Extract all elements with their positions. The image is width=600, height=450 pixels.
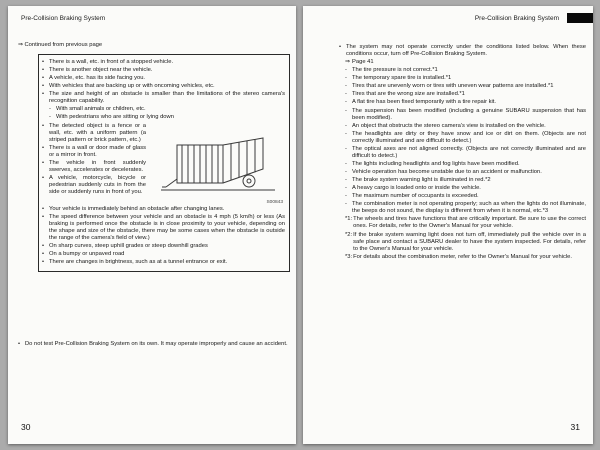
list-text: There is a wall or door made of glass or a mirror in front. [49, 144, 146, 158]
list-text: The detected object is a fence or a wall, etc. with a uniform pattern (a striped pattern or brick pattern, etc.) [49, 122, 146, 143]
list-marker: - [345, 99, 347, 106]
list-text: The temporary spare tire is installed.*1 [352, 75, 452, 82]
list-item [345, 67, 586, 74]
list-marker: • [42, 205, 45, 212]
list-text: With pedestrians who are sitting or lying down [56, 114, 174, 121]
list-item [18, 341, 290, 348]
list-item [345, 108, 586, 122]
list-item [49, 114, 285, 121]
list-item [42, 83, 285, 90]
list-text: On sharp curves, steep uphill grades or steep downhill grades [49, 242, 208, 249]
text-figure-row [42, 123, 285, 205]
footnotes-list [345, 216, 586, 260]
running-header-left: Pre-Collision Braking System [21, 15, 106, 22]
list-marker: - [345, 145, 347, 152]
list-item [345, 232, 586, 253]
list-text: There is another object near the vehicle. [49, 67, 153, 74]
list-text: With vehicles that are backing up or with oncoming vehicles, etc. [49, 83, 215, 90]
continued-note: ⇒ Continued from previous page [18, 42, 103, 48]
list-text: Do not test Pre-Collision Braking System on its own. It may operate improperly and cause an accident. [25, 341, 288, 347]
list-text: The headlights are dirty or they have snow and ice or dirt on them. (Objects are not correctly illuminated and are difficult to detect.) [352, 130, 586, 144]
list-text: A heavy cargo is loaded onto or inside the vehicle. [352, 185, 481, 192]
list-marker: • [42, 67, 45, 74]
list-marker: - [345, 107, 347, 114]
list-item [345, 161, 586, 168]
list-marker: - [345, 185, 347, 192]
list-text: The size and height of an obstacle is smaller than the limitations of the stereo camera's recognition capability. [49, 91, 285, 105]
list-item [345, 177, 586, 184]
list-item [345, 193, 586, 200]
list-item [345, 59, 586, 66]
page-number-right: 31 [570, 422, 580, 432]
list-text: The suspension has been modified (including a genuine SUBARU suspension that has been modified). [352, 107, 586, 121]
list-marker: • [42, 59, 45, 65]
list-text: The speed difference between your vehicle and an obstacle is 4 mph (5 km/h) or less (As braking is performed once the obstacle is in close proximity to your vehicle, depending on the shape and size of the obstacle, there may be some cases when the obstacle is outside the range of the camera's field of view.) [49, 213, 285, 241]
list-text: There are changes in brightness, such as at a tunnel entrance or exit. [49, 258, 228, 265]
list-marker: - [345, 67, 347, 74]
intro-bullet [339, 44, 586, 58]
list-marker: - [345, 177, 347, 184]
list-text: Page 41 [352, 59, 374, 66]
list-item [345, 123, 586, 130]
list-text: The system may not operate correctly under the conditions listed below. When these conditions occur, turn off Pre-Collision Braking System. [346, 44, 586, 58]
list-item [345, 131, 586, 145]
list-marker: - [345, 83, 347, 90]
list-text: The lights including headlights and fog lights have been modified. [352, 160, 520, 167]
list-item [345, 99, 586, 106]
list-item [42, 206, 285, 213]
list-marker: • [42, 250, 45, 257]
list-text: A flat tire has been fixed temporarily with a tire repair kit. [352, 99, 497, 106]
list-marker: • [42, 159, 45, 166]
list-item [345, 201, 586, 215]
list-text: The optical axes are not aligned correctly. (Objects are not correctly illuminated and are difficult to detect.) [352, 145, 586, 159]
list-marker: *3: [345, 253, 353, 260]
trailer-line-art [159, 127, 277, 199]
list-text: For details about the combination meter, refer to the Owner's Manual for your vehicle. [353, 253, 573, 260]
list-marker: • [42, 144, 45, 151]
list-text: The maximum number of occupants is exceeded. [352, 193, 479, 200]
list-marker: - [345, 91, 347, 98]
list-text: With small animals or children, etc. [56, 106, 146, 113]
list-marker: - [345, 160, 347, 167]
list-text: A vehicle, etc. has its side facing you. [49, 75, 146, 82]
conditions-list-bottom [42, 206, 285, 267]
list-text: If the brake system warning light does not turn off, immediately pull the vehicle over in a safe place and contact a SUBARU dealer to have the system inspected. For details, refer to the Owner's Manual for your vehicle. [353, 231, 586, 252]
list-item [345, 146, 586, 160]
list-item [345, 216, 586, 230]
right-page-content [339, 44, 586, 262]
list-item [42, 160, 146, 174]
list-item [49, 106, 285, 113]
list-text: A vehicle, motorcycle, bicycle or pedestrian suddenly cuts in from the side or suddenly runs in front of you. [49, 174, 146, 196]
list-item [42, 251, 285, 258]
list-marker: *1: [345, 216, 353, 223]
page-right [303, 6, 593, 444]
list-item [42, 175, 146, 196]
list-marker: • [42, 91, 45, 98]
list-item [345, 185, 586, 192]
list-marker: - [345, 130, 347, 137]
list-marker: • [42, 213, 45, 220]
list-marker: - [345, 75, 347, 82]
list-text: The brake system warning light is illuminated in red.*2 [352, 177, 491, 184]
list-text: On a bumpy or unpaved road [49, 250, 125, 257]
list-marker: *2: [345, 231, 353, 238]
list-marker: • [339, 44, 342, 50]
list-text: Your vehicle is immediately behind an obstacle after changing lanes. [49, 205, 225, 212]
list-text: An object that obstructs the stereo camera's view is installed on the vehicle. [352, 122, 546, 129]
list-item [339, 44, 586, 58]
list-item [42, 259, 285, 266]
conditions-list-beside-figure [42, 123, 146, 205]
list-marker: - [345, 169, 347, 175]
list-marker: - [49, 106, 51, 113]
list-item [42, 145, 146, 159]
list-item [345, 75, 586, 82]
list-marker: • [42, 75, 45, 82]
page-left [8, 6, 296, 444]
list-marker: • [18, 341, 21, 347]
list-item [42, 91, 285, 105]
conditions-box [38, 54, 290, 272]
list-item [42, 123, 146, 144]
list-text: Vehicle operation has become unstable due to an accident or malfunction. [352, 169, 542, 175]
list-text: Tires that are the wrong size are installed.*1 [352, 91, 465, 98]
trailer-illustration [146, 123, 285, 205]
list-text: The combination meter is not operating properly; such as when the lights do not illuminate, the beeps do not sound, the display is different from when it is normal, etc.*3 [352, 201, 586, 215]
list-marker: • [42, 242, 45, 249]
list-item [345, 91, 586, 98]
conditions-dash-list [345, 67, 586, 215]
list-marker: - [345, 193, 347, 200]
list-text: There is a wall, etc. in front of a stopped vehicle. [49, 59, 174, 65]
list-marker: - [345, 122, 347, 129]
list-item [42, 67, 285, 74]
list-item [42, 75, 285, 82]
running-header-right: Pre-Collision Braking System [474, 15, 559, 22]
page-reference [345, 59, 586, 66]
list-marker: • [42, 174, 45, 181]
list-text: The tire pressure is not correct.*1 [352, 67, 438, 74]
page-number-left: 30 [21, 422, 31, 432]
figure-caption: S00843 [266, 199, 283, 205]
list-item [42, 214, 285, 242]
list-item [42, 59, 285, 66]
section-index-tab [567, 13, 593, 23]
list-text: The vehicle in front suddenly swerves, accelerates or decelerates. [49, 159, 146, 173]
conditions-list-top [42, 59, 285, 122]
list-text: Tires that are unevenly worn or tires with uneven wear patterns are installed.*1 [352, 83, 554, 90]
list-item [42, 243, 285, 250]
intro-sub-block [345, 59, 586, 261]
list-text: The wheels and tires have functions that are critically important. Be sure to use the correct ones. For details, refer to the Owner's Manual for your vehicle. [353, 216, 586, 230]
list-marker: - [49, 114, 51, 121]
list-marker: ⇒ [345, 59, 350, 66]
list-item [345, 83, 586, 90]
list-marker: - [345, 201, 347, 208]
list-marker: • [42, 258, 45, 265]
warning-note [18, 341, 290, 349]
list-marker: • [42, 122, 45, 129]
list-item [345, 169, 586, 176]
list-item [345, 254, 586, 261]
list-marker: • [42, 83, 45, 90]
